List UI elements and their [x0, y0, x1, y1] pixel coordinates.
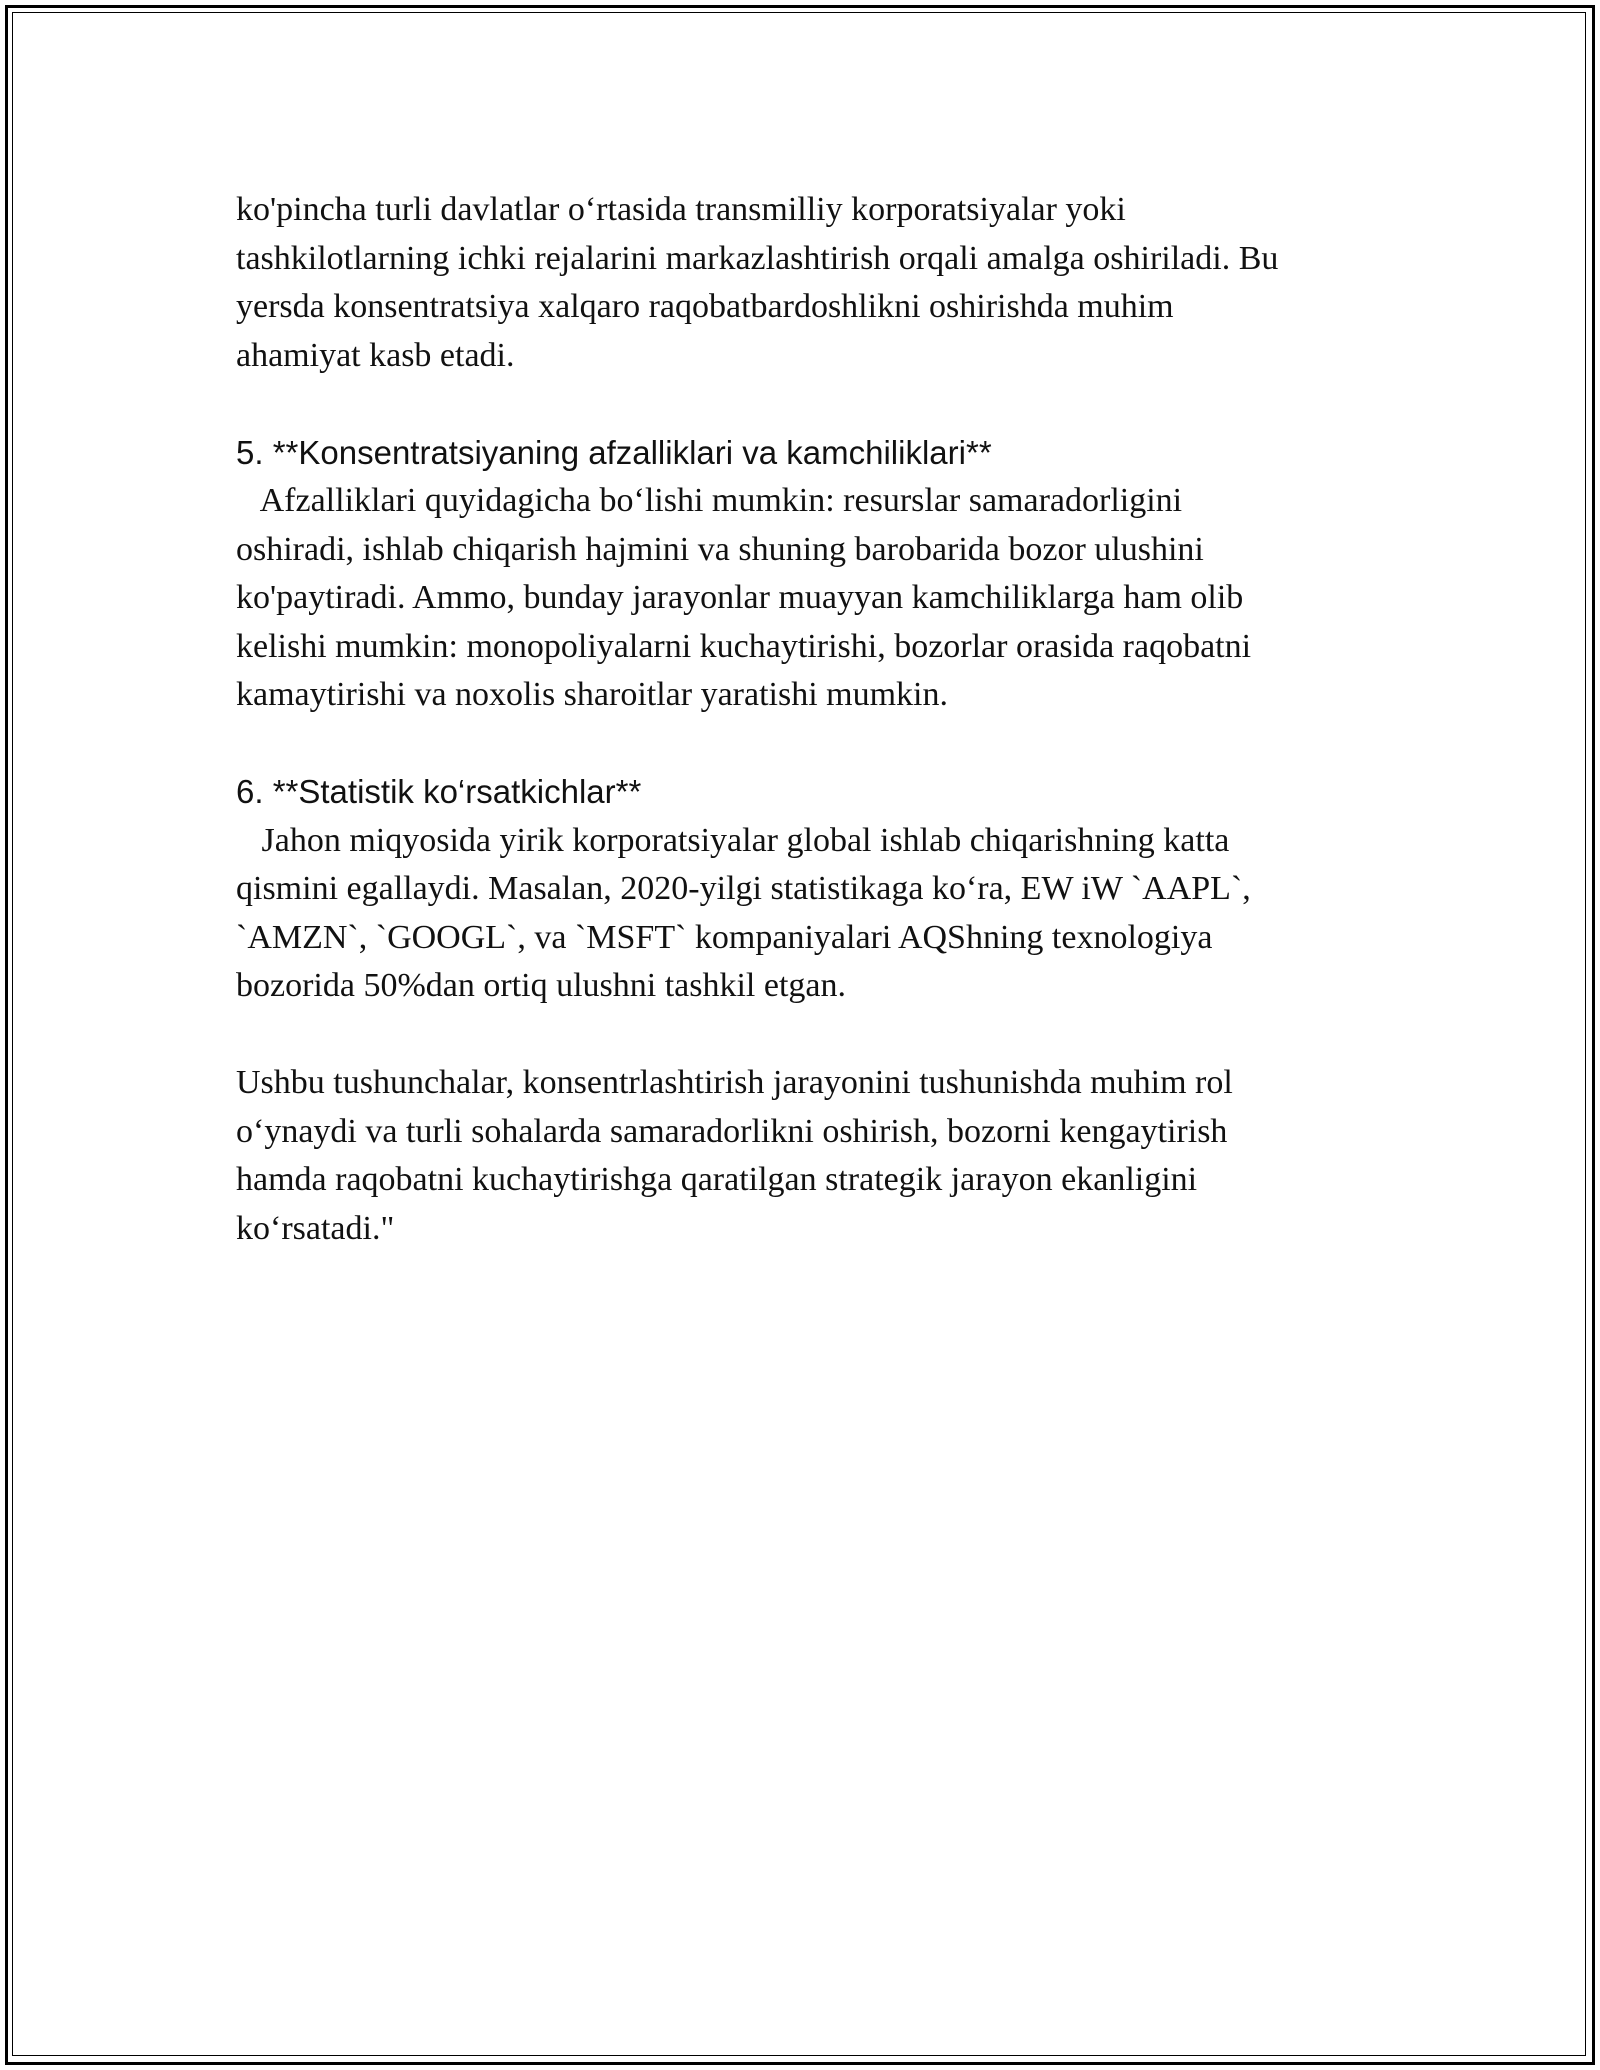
section-heading: 6. **Statistik ko‘rsatkichlar**: [236, 773, 642, 810]
paragraph-spacer: [236, 380, 1376, 429]
intro-paragraph: [236, 186, 1376, 380]
text-line: Ushbu tushunchalar, konsentrlashtirish jarayonini tushunishda muhim rol: [236, 1064, 1233, 1101]
text-line: Afzalliklari quyidagicha bo‘lishi mumkin: resurslar samaradorligini: [236, 482, 1183, 519]
text-line: Jahon miqyosida yirik korporatsiyalar global ishlab chiqarishning katta: [236, 821, 1230, 859]
text-line: tashkilotlarning ichki rejalarini markazlashtirish orqali amalga oshiriladi. Bu: [236, 239, 1279, 277]
text-line: ko‘rsatadi.": [236, 1209, 395, 1247]
text-line: ko'pincha turli davlatlar o‘rtasida transmilliy korporatsiyalar yoki: [236, 191, 1126, 228]
text-line: bozorida 50%dan ortiq ulushni tashkil etgan.: [236, 967, 846, 1004]
conclusion-paragraph: [236, 1059, 1376, 1253]
paragraph-spacer: [236, 720, 1376, 769]
text-line: qismini egallaydi. Masalan, 2020-yilgi statistikaga ko‘ra, EW iW `AAPL`,: [236, 870, 1251, 907]
text-line: yersda konsentratsiya xalqaro raqobatbardoshlikni oshirishda muhim: [236, 288, 1174, 325]
text-line: hamda raqobatni kuchaytirishga qaratilgan strategik jarayon ekanligini: [236, 1161, 1198, 1198]
section-5: [236, 429, 1376, 720]
section-6: [236, 768, 1376, 1011]
paragraph-spacer: [236, 1011, 1376, 1060]
text-line: kelishi mumkin: monopoliyalarni kuchaytirishi, bozorlar orasida raqobatni: [236, 627, 1252, 665]
text-line: kamaytirishi va noxolis sharoitlar yaratishi mumkin.: [236, 676, 948, 713]
text-line: `AMZN`, `GOOGL`, va `MSFT` kompaniyalari AQShning texnologiya: [236, 918, 1213, 956]
text-line: oshiradi, ishlab chiqarish hajmini va shuning barobarida bozor ulushini: [236, 530, 1204, 568]
section-heading: 5. **Konsentratsiyaning afzalliklari va kamchiliklari**: [236, 433, 992, 471]
text-line: ahamiyat kasb etadi.: [236, 336, 515, 374]
text-line: o‘ynaydi va turli sohalarda samaradorlikni oshirish, bozorni kengaytirish: [236, 1112, 1228, 1150]
text-line: ko'paytiradi. Ammo, bunday jarayonlar muayyan kamchiliklarga ham olib: [236, 579, 1244, 616]
document-body: [236, 186, 1376, 1253]
